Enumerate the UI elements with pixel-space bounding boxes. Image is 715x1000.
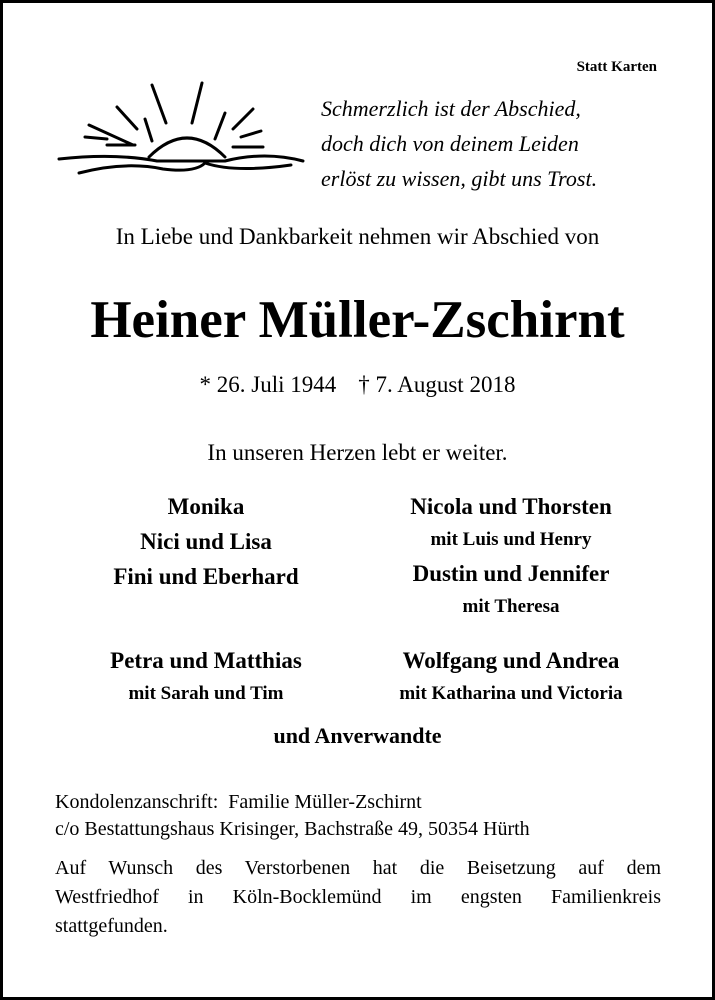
mourners-group-2-right <box>351 643 671 710</box>
mourner-children: mit Theresa <box>462 596 560 617</box>
mourner-children: mit Sarah und Tim <box>128 683 284 704</box>
mourner-name: Monika <box>167 494 245 519</box>
intro-text: In Liebe und Dankbarkeit nehmen wir Abschied von <box>115 224 600 249</box>
poem-line: doch dich von deinem Leiden <box>321 131 579 156</box>
deceased-name: Heiner Müller-Zschirnt <box>90 291 625 349</box>
notice-line: Westfriedhof in Köln-Bocklemünd im engsten Familienkreis <box>55 886 661 908</box>
mourner-children: mit Katharina und Victoria <box>399 683 623 704</box>
mourner-name: Nici und Lisa <box>140 529 272 554</box>
condolence-line: c/o Bestattungshaus Krisinger, Bachstraße 49, 50354 Hürth <box>55 818 530 840</box>
life-dates <box>3 372 712 398</box>
motto: In unseren Herzen lebt er weiter. <box>207 440 508 465</box>
sunset-icon <box>55 81 307 191</box>
notice-line: stattgefunden. <box>55 915 168 937</box>
poem-line: Schmerzlich ist der Abschied, <box>321 96 581 121</box>
mourners-group-1-right <box>361 489 661 623</box>
burial-notice <box>55 854 661 941</box>
mourner-name: Nicola und Thorsten <box>410 494 612 519</box>
poem-line: erlöst zu wissen, gibt uns Trost. <box>321 166 598 191</box>
mourners-group-1-left <box>61 489 351 594</box>
mourner-name: Fini und Eberhard <box>113 564 299 589</box>
statt-karten-label: Statt Karten <box>576 59 657 75</box>
mourner-name: Wolfgang und Andrea <box>402 648 620 673</box>
mourner-name: Petra und Matthias <box>110 648 302 673</box>
poem <box>321 91 597 196</box>
notice-line: Auf Wunsch des Verstorbenen hat die Beisetzung auf dem <box>55 857 661 879</box>
relatives-line: und Anverwandte <box>273 723 442 748</box>
condolence-line: Kondolenzanschrift: Familie Müller-Zschirnt <box>55 791 422 813</box>
mourner-name: Dustin und Jennifer <box>412 561 610 586</box>
mourners-group-2-left <box>61 643 351 710</box>
mourner-children: mit Luis und Henry <box>430 529 592 550</box>
death-date: † 7. August 2018 <box>358 372 516 397</box>
birth-date: * 26. Juli 1944 <box>199 372 337 397</box>
condolence-address <box>55 789 530 843</box>
